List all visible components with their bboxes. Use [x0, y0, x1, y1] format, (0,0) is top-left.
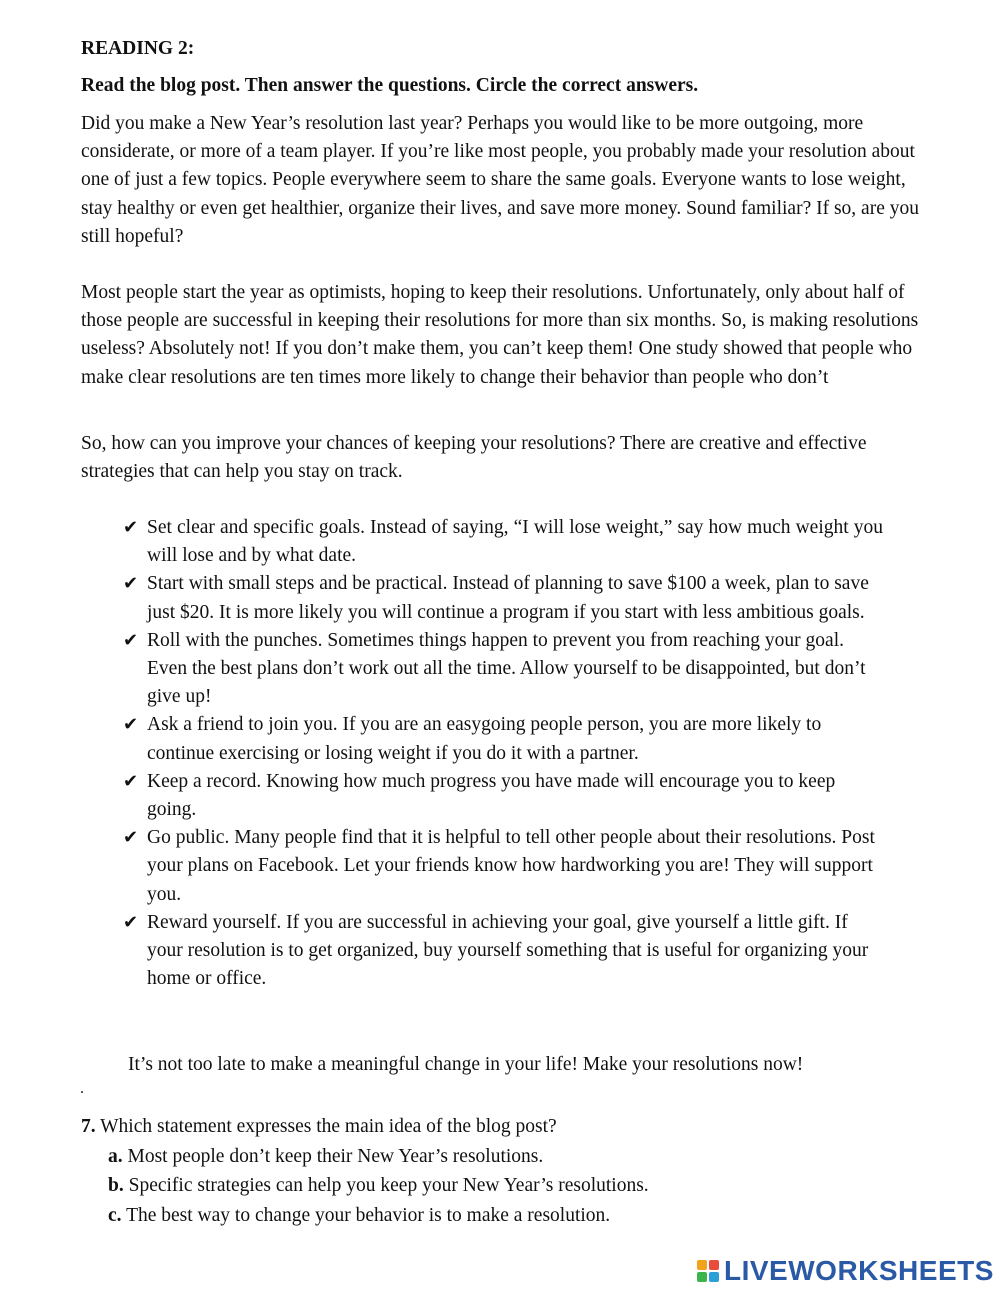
option-letter: b.	[108, 1175, 124, 1196]
strategy-list	[123, 514, 883, 993]
option-letter: a.	[108, 1146, 123, 1167]
checkmark-icon: ✔	[123, 517, 139, 538]
checkmark-icon: ✔	[123, 573, 139, 595]
closing-sentence: It’s not too late to make a meaningful change in your life! Make your resolutions now!	[128, 1054, 804, 1075]
reading-title: READING 2:	[81, 38, 195, 59]
list-item-text: Go public. Many people find that it is helpful to tell other people about their resolutions. Post your plans on Facebook. Let your friends know how hardworking you are! They will support you.	[147, 827, 875, 905]
instructions: Read the blog post. Then answer the questions. Circle the correct answers.	[81, 75, 699, 96]
list-item-text: Start with small steps and be practical. Instead of planning to save $100 a week, plan to save just $20. It is more likely you will continue a program if you start with less ambitious goals.	[147, 573, 869, 623]
option-text: Most people don’t keep their New Year’s resolutions.	[127, 1146, 544, 1167]
list-item	[123, 909, 883, 994]
checkmark-icon: ✔	[123, 714, 139, 736]
list-item	[123, 768, 883, 824]
answer-option-a[interactable]	[108, 1143, 543, 1171]
logo-text: LIVEWORKSHEETS	[724, 1255, 994, 1286]
logo-block	[709, 1260, 719, 1270]
logo-block	[697, 1260, 707, 1270]
liveworksheets-logo	[697, 1255, 994, 1287]
list-item-text: Reward yourself. If you are successful in achieving your goal, give yourself a little gift. If your resolution is to get organized, buy yourself something that is useful for organizing your home or office.	[147, 911, 869, 990]
paragraph-1: Did you make a New Year’s resolution last year? Perhaps you would like to be more outgoing, more considerate, or more of a team player. If you’re like most people, you probably made your resolution about one of just a few topics. People everywhere seem to share the same goals. Everyone wants to lose weight, stay healthy or even get healthier, organize their lives, and save more money. Sound familiar? If so, are you still hopeful?	[81, 113, 919, 247]
list-item-text: Ask a friend to join you. If you are an easygoing people person, you are more likely to continue exercising or losing weight if you do it with a partner.	[147, 714, 822, 764]
question-text: Which statement expresses the main idea of the blog post?	[100, 1116, 557, 1137]
option-text: The best way to change your behavior is to make a resolution.	[126, 1205, 611, 1226]
checkmark-icon: ✔	[123, 629, 139, 651]
answer-option-b[interactable]	[108, 1172, 649, 1200]
list-item	[123, 824, 883, 909]
question-number: 7.	[81, 1116, 96, 1137]
list-item-text: Set clear and specific goals. Instead of saying, “I will lose weight,” say how much weight you will lose and by what date.	[147, 517, 883, 567]
paragraph-2: Most people start the year as optimists, hoping to keep their resolutions. Unfortunately, only about half of those people are successful in keeping their resolutions for more than six months. So, is making resolutions useless? Absolutely not! If you don’t make them, you can’t keep them! One study showed that people who make clear resolutions are ten times more likely to change their behavior than people who don’t	[81, 282, 919, 388]
stray-mark: .	[80, 1080, 84, 1097]
checkmark-icon: ✔	[123, 827, 139, 849]
list-item	[123, 711, 883, 767]
option-letter: c.	[108, 1205, 122, 1226]
paragraph-3: So, how can you improve your chances of keeping your resolutions? There are creative and effective strategies that can help you stay on track.	[81, 433, 867, 483]
logo-blocks-icon	[697, 1260, 719, 1282]
list-item-text: Roll with the punches. Sometimes things happen to prevent you from reaching your goal. Even the best plans don’t work out all the time. Allow yourself to be disappointed, but don’t give up!	[147, 629, 866, 708]
list-item	[123, 514, 883, 570]
list-item	[123, 570, 883, 626]
list-item-text: Keep a record. Knowing how much progress you have made will encourage you to keep going.	[147, 770, 836, 821]
checkmark-icon: ✔	[123, 770, 139, 792]
answer-option-c[interactable]	[108, 1202, 610, 1230]
option-text: Specific strategies can help you keep your New Year’s resolutions.	[128, 1175, 649, 1196]
logo-block	[697, 1272, 707, 1282]
logo-block	[709, 1272, 719, 1282]
checkmark-icon: ✔	[123, 911, 139, 933]
list-item	[123, 627, 883, 712]
question-7	[81, 1113, 557, 1141]
